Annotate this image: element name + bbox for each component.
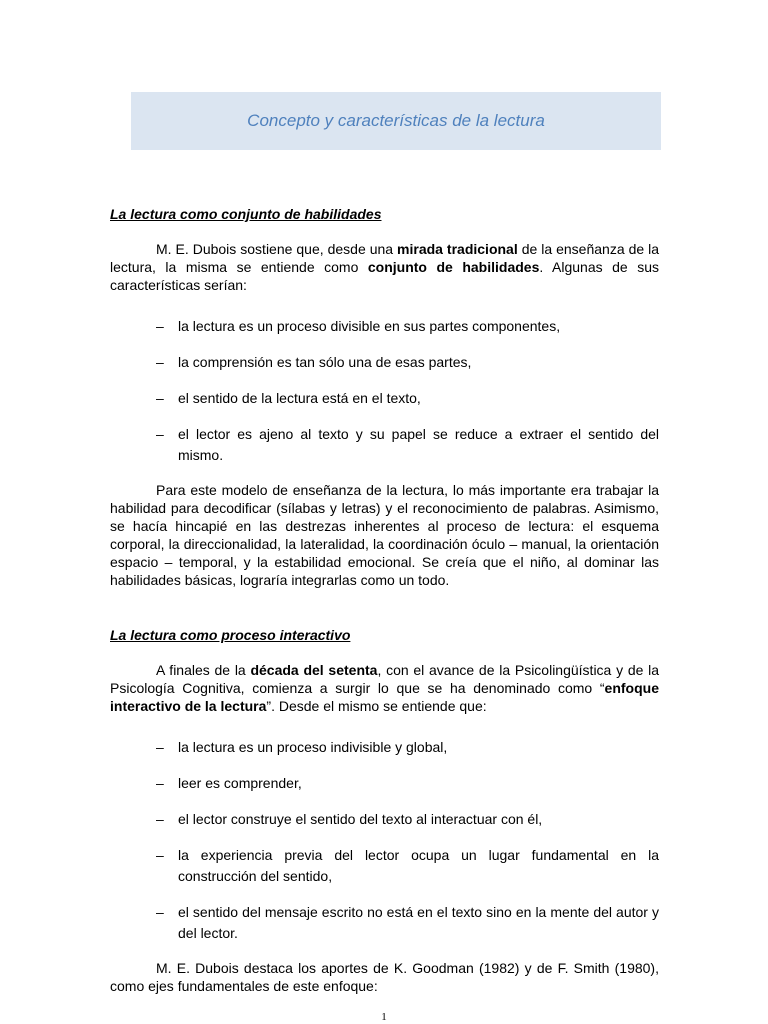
list-item [110, 352, 659, 373]
list-item [110, 809, 659, 830]
section2-intro-paragraph [110, 661, 659, 715]
dash-bullet: – [156, 390, 164, 406]
list-item [110, 845, 659, 887]
page-number: 1 [381, 1011, 387, 1023]
intro-text: ”. Desde el mismo se entiende que: [266, 698, 487, 714]
emphasis-text: enfoque interactivo de la lectura [110, 680, 659, 714]
list-item-text: la comprensión es tan sólo una de esas partes, [178, 354, 472, 370]
list-item [110, 316, 659, 337]
list-item [110, 424, 659, 466]
list-item-text: la experiencia previa del lector ocupa un lugar fundamental en la construcción del sentido, [178, 847, 659, 884]
list-item-text: la lectura es un proceso divisible en sus partes componentes, [178, 318, 561, 334]
dash-bullet: – [156, 354, 164, 370]
list-item-text: el sentido de la lectura está en el texto, [178, 390, 421, 406]
list-item [110, 902, 659, 944]
dash-bullet: – [156, 426, 164, 442]
title-banner [131, 92, 661, 150]
document-body [110, 205, 659, 995]
intro-text: M. E. Dubois sostiene que, desde una [156, 241, 398, 257]
section-heading-interactivo: La lectura como proceso interactivo [110, 627, 351, 643]
dash-bullet: – [156, 847, 164, 863]
emphasis-text: década del setenta [250, 662, 378, 678]
list-item [110, 737, 659, 758]
list-item [110, 388, 659, 409]
dash-bullet: – [156, 811, 164, 827]
section2-paragraph: M. E. Dubois destaca los aportes de K. Goodman (1982) y de F. Smith (1980), como ejes fundamentales de este enfoque: [110, 960, 659, 994]
intro-text: de la enseñanza de la lectura, la misma se entiende como [110, 241, 660, 275]
document-title: Concepto y características de la lectura [247, 111, 545, 130]
dash-bullet: – [156, 775, 164, 791]
section1-paragraph: Para este modelo de enseñanza de la lectura, lo más importante era trabajar la habilidad para decodificar (sílabas y letras) y el reconocimiento de palabras. Asimismo, se hacía hincapié en las destrezas inherentes al proceso de lectura: el esquema corporal, la direccionalidad, la lateralidad, la coordinación óculo – manual, la orientación espacio – temporal, y la estabilidad emocional. Se creía que el niño, al dominar las habilidades básicas, lograría integrarlas como un todo. [110, 482, 659, 588]
dash-bullet: – [156, 318, 164, 334]
section1-list [110, 316, 659, 466]
section1-intro-paragraph [110, 240, 659, 294]
list-item-text: el lector construye el sentido del texto al interactuar con él, [178, 811, 543, 827]
list-item-text: el sentido del mensaje escrito no está en el texto sino en la mente del autor y del lector. [178, 904, 659, 941]
list-item [110, 773, 659, 794]
intro-text: , con el avance de la Psicolingüística y de la Psicología Cognitiva, comienza a surgir lo que se ha denominado como “ [110, 662, 660, 696]
intro-text: A finales de la [156, 662, 251, 678]
list-item-text: el lector es ajeno al texto y su papel se reduce a extraer el sentido del mismo. [178, 426, 659, 463]
list-item-text: leer es comprender, [178, 775, 302, 791]
emphasis-text: conjunto de habilidades [367, 259, 540, 275]
emphasis-text: mirada tradicional [397, 241, 518, 257]
dash-bullet: – [156, 739, 164, 755]
list-item-text: la lectura es un proceso indivisible y global, [178, 739, 448, 755]
section2-list [110, 737, 659, 944]
intro-text: . Algunas de sus características serían: [110, 259, 659, 293]
section-heading-habilidades: La lectura como conjunto de habilidades [110, 206, 382, 222]
dash-bullet: – [156, 904, 164, 920]
